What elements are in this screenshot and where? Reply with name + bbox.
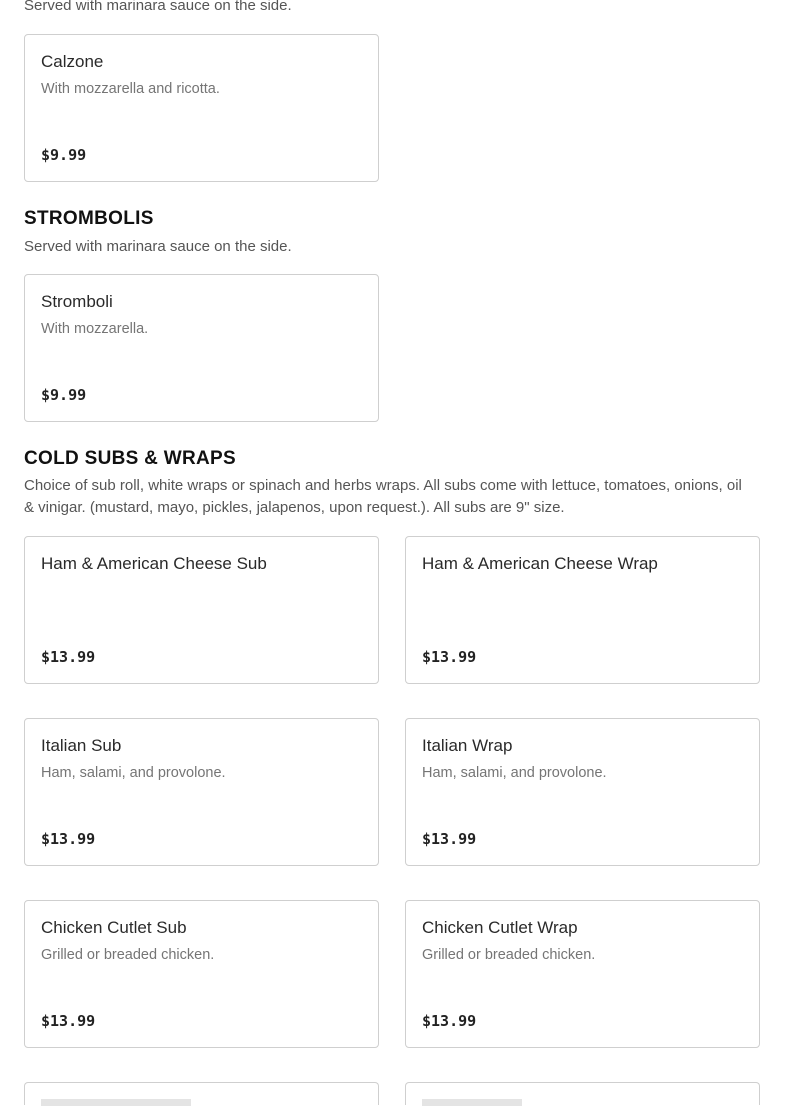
item-price: $9.99 xyxy=(41,386,87,404)
item-name: Ham & American Cheese Wrap xyxy=(422,554,658,573)
menu-item-card-ham-cheese-sub[interactable] xyxy=(24,536,379,684)
item-name: Stromboli xyxy=(41,292,113,311)
section-description: Served with marinara sauce on the side. xyxy=(24,0,292,14)
item-price: $13.99 xyxy=(41,830,96,848)
menu-item-card-stromboli[interactable] xyxy=(24,274,379,422)
item-description: With mozzarella. xyxy=(41,321,149,337)
item-price: $9.99 xyxy=(41,146,87,164)
item-description: Ham, salami, and provolone. xyxy=(422,765,607,781)
item-price: $13.99 xyxy=(41,648,96,666)
item-price: $13.99 xyxy=(41,1012,96,1030)
section-title-cold-subs: COLD SUBS & WRAPS xyxy=(24,448,236,469)
menu-item-card-calzone[interactable] xyxy=(24,34,379,182)
menu-item-card-chicken-cutlet-wrap[interactable] xyxy=(405,900,760,1048)
menu-item-card-ham-cheese-wrap[interactable] xyxy=(405,536,760,684)
menu-item-card-chicken-cutlet-sub[interactable] xyxy=(24,900,379,1048)
item-price: $13.99 xyxy=(422,830,477,848)
menu-item-card-italian-wrap[interactable] xyxy=(405,718,760,866)
section-title-strombolis: STROMBOLIS xyxy=(24,208,154,229)
section-description: Choice of sub roll, white wraps or spinach and herbs wraps. All subs come with lettuce, tomatoes, onions, oil & vinigar. (mustard, mayo, pickles, jalapenos, upon request.). All subs are 9" size. xyxy=(24,477,742,516)
item-description: Ham, salami, and provolone. xyxy=(41,765,226,781)
menu-item-card-italian-sub[interactable] xyxy=(24,718,379,866)
menu-item-card-partial[interactable] xyxy=(405,1082,760,1105)
section-description: Served with marinara sauce on the side. xyxy=(24,238,292,255)
item-name: Chicken Cutlet Sub xyxy=(41,918,187,937)
item-name: Italian Sub xyxy=(41,736,122,755)
item-name: Chicken Cutlet Wrap xyxy=(422,918,578,937)
item-name: Italian Wrap xyxy=(422,736,513,755)
menu-item-card-partial[interactable] xyxy=(24,1082,379,1105)
item-name: Calzone xyxy=(41,52,104,71)
item-name: Ham & American Cheese Sub xyxy=(41,554,267,573)
item-price: $13.99 xyxy=(422,648,477,666)
item-description: Grilled or breaded chicken. xyxy=(422,947,596,963)
item-description: Grilled or breaded chicken. xyxy=(41,947,215,963)
item-price: $13.99 xyxy=(422,1012,477,1030)
item-description: With mozzarella and ricotta. xyxy=(41,81,220,97)
